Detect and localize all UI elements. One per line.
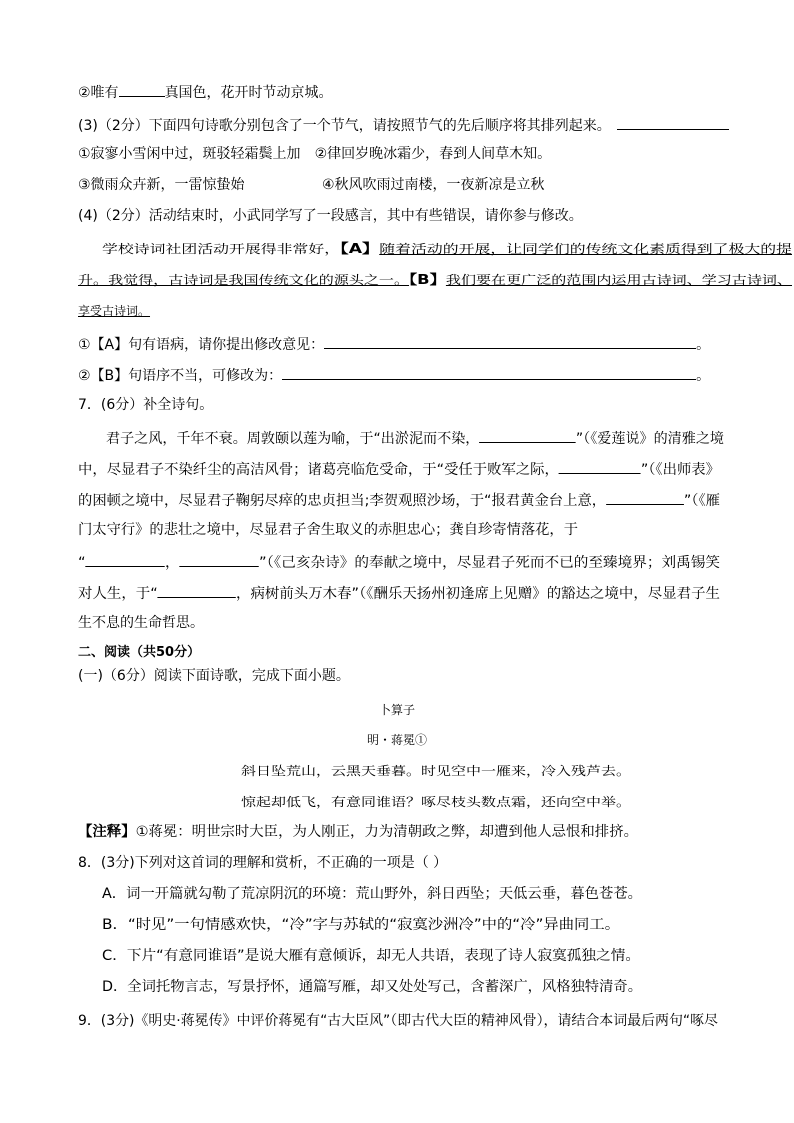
q6-sub3-blank [617, 114, 729, 130]
q7-l7-text: 生不息的生命哲思。 [78, 615, 204, 631]
q7-l6-head: 对人生，于“ [78, 586, 158, 602]
q8-option-a-text: A．词一开篇就勾勒了荒凉阴沉的环境：荒山野外，斜日西坠；天低云垂，暮色苍苍。 [102, 886, 642, 902]
poem-line-2 [0, 792, 794, 812]
q7-l1-text: 君子之风，千年不衰。周敦颐以莲为喻，于“出淤泥而不染， [106, 431, 480, 447]
q7-line-2 [78, 458, 720, 480]
passage-text-3: 享受古诗词。 [78, 304, 151, 318]
q8-option-b [102, 915, 620, 935]
passage-marker-a: 【A】 [340, 242, 380, 257]
passage-line-3 [78, 301, 150, 321]
q7-line-3 [78, 489, 720, 511]
passage-text-2a: 升。我觉得，古诗词是我国传统文化的源头之一。 [78, 273, 410, 287]
q7-blank-2 [559, 458, 641, 474]
q7-line-4 [78, 520, 578, 540]
poem-line-1-text: 斜日坠荒山，云黑天垂暮。时见空中一雁来，冷入残芦去。 [240, 764, 631, 778]
passage-line-1 [102, 239, 792, 260]
q7-line-5 [78, 551, 720, 573]
q7-l5-comma: ， [164, 555, 180, 571]
note-line [78, 822, 638, 842]
q6-option-row-2b [322, 175, 545, 195]
q6-item2-suffix: 真国色，花开时节动京城。 [164, 85, 333, 101]
q7-line-7 [78, 613, 204, 633]
q6-item2-line [78, 81, 333, 103]
q8-option-a [102, 884, 642, 904]
q6-fixB-line [78, 364, 710, 386]
q6-item2-prefix: ②唯有 [78, 85, 119, 101]
q6-sub3-text: (3)（2分）下面四句诗歌分别包含了一个节气，请按照节气的先后顺序将其排列起来。 [78, 118, 611, 134]
q9-stem [78, 1011, 721, 1031]
q7-blank-5 [180, 551, 259, 567]
q6-option-row-2 [78, 175, 245, 195]
poem-line-1 [0, 761, 794, 781]
q8-stem [78, 853, 447, 873]
poem-title-text: 卜算子 [378, 703, 415, 717]
note-text: ①蒋冕：明世宗时大臣，为人刚正，力为清朝政之弊，却遭到他人忌恨和排挤。 [135, 824, 638, 840]
section2-part1 [78, 666, 350, 686]
q7-blank-1 [479, 427, 576, 443]
q9-stem-text: 9．(3分)《明史·蒋冕传》中评价蒋冕有“古大臣风”（即古代大臣的精神风骨），请结合本词最后两句“啄尽 [78, 1013, 718, 1029]
passage-marker-b: 【B】 [409, 273, 446, 288]
q7-l5-tail: ”（《己亥杂诗》的奉献之境中，尽显君子死而不已的至臻境界；刘禹锡笑 [259, 555, 720, 571]
q6-fixA-blank [324, 333, 696, 349]
poem-author [0, 730, 794, 750]
q6-option-4: ④秋风吹雨过南楼，一夜新凉是立秋 [322, 177, 545, 193]
q6-sub4-line [78, 206, 583, 226]
section2-heading-text: 二、阅读（共50分） [78, 645, 201, 660]
passage-line-2 [78, 270, 792, 291]
q7-line-1 [106, 427, 724, 449]
q8-option-c-text: C．下片“有意同谁语”是说大雁有意倾诉，却无人共语，表现了诗人寂寞孤独之情。 [102, 948, 640, 964]
q7-l1-tail: ”（《爱莲说》的清雅之境 [575, 431, 724, 447]
q8-option-c [102, 946, 640, 966]
q7-l5-open: “ [78, 555, 86, 571]
section2-part1-text: (一)（6分）阅读下面诗歌，完成下面小题。 [78, 668, 350, 684]
q7-l6-tail: ，病树前头万木春”（《酬乐天扬州初逢席上见赠》的豁达之境中，尽显君子生 [236, 586, 720, 602]
q8-stem-text: 8．(3分)下列对这首词的理解和赏析，不正确的一项是（ ） [78, 855, 448, 871]
q8-option-d-text: D．全词托物言志，写景抒怀，通篇写雁，却又处处写己，含蓄深广，风格独特清奇。 [102, 979, 642, 995]
q7-l2-text: 中，尽显君子不染纤尘的高洁风骨；诸葛亮临危受命，于“受任于败军之际， [78, 462, 559, 478]
q6-fixA-end: 。 [696, 337, 711, 353]
q7-blank-4 [86, 551, 165, 567]
q8-option-b-text: B．“时见”一句情感欢快，“冷”字与苏轼的“寂寞沙洲冷”中的“冷”异曲同工。 [102, 917, 620, 933]
q6-option-1: ①寂寥小雪闲中过，斑驳轻霜鬓上加 [78, 146, 301, 162]
q6-item2-blank [119, 81, 165, 97]
passage-text-2c: 我们要在更广泛的范围内运用古诗词、学习古诗词、 [445, 273, 792, 287]
q6-fixB-end: 。 [696, 368, 711, 384]
q8-option-d [102, 977, 642, 997]
q6-option-2: ②律回岁晚冰霜少，春到人间草木知。 [314, 146, 552, 162]
q7-title [78, 395, 213, 415]
q6-fixA-text: ①【A】句有语病，请你提出修改意见： [78, 337, 325, 353]
poem-line-2-text: 惊起却低飞，有意同谁语？啄尽枝头数点霜，还向空中举。 [240, 795, 631, 809]
q7-blank-3 [606, 489, 684, 505]
q6-sub3-line [78, 114, 729, 136]
q7-l3-tail: ”（《雁 [683, 493, 720, 509]
poem-author-text: 明・蒋冕① [366, 733, 427, 747]
q6-fixA-line [78, 333, 710, 355]
poem-title [0, 700, 794, 720]
q7-l2-tail: ”（《出师表》 [640, 462, 720, 478]
section2-heading [78, 643, 200, 663]
q7-l4-text: 门太守行》的悲壮之境中，尽显君子舍生取义的赤胆忠心；龚自珍寄情落花，于 [78, 522, 578, 538]
passage-text-1c: 随着活动的开展，让同学们的传统文化素质得到了极大的提 [379, 242, 792, 256]
q7-l3-text: 的困顿之境中，尽显君子鞠躬尽瘁的忠贞担当;李贺观照沙场，于“报君黄金台上意， [78, 493, 607, 509]
passage-text-1a: 学校诗词社团活动开展得非常好， [102, 242, 341, 256]
q7-line-6 [78, 582, 720, 604]
note-label: 【注释】 [78, 824, 136, 840]
q7-title-text: 7．(6分）补全诗句。 [78, 397, 214, 413]
q6-fixB-blank [282, 364, 696, 380]
q7-blank-6 [158, 582, 236, 598]
q6-option-3: ③微雨众卉新，一雷惊蛰始 [78, 177, 245, 193]
q6-sub4-text: (4)（2分）活动结束时，小武同学写了一段感言，其中有些错误，请你参与修改。 [78, 208, 583, 224]
q6-option-row-1 [78, 144, 551, 164]
q6-fixB-text: ②【B】句语序不当，可修改为： [78, 368, 283, 384]
